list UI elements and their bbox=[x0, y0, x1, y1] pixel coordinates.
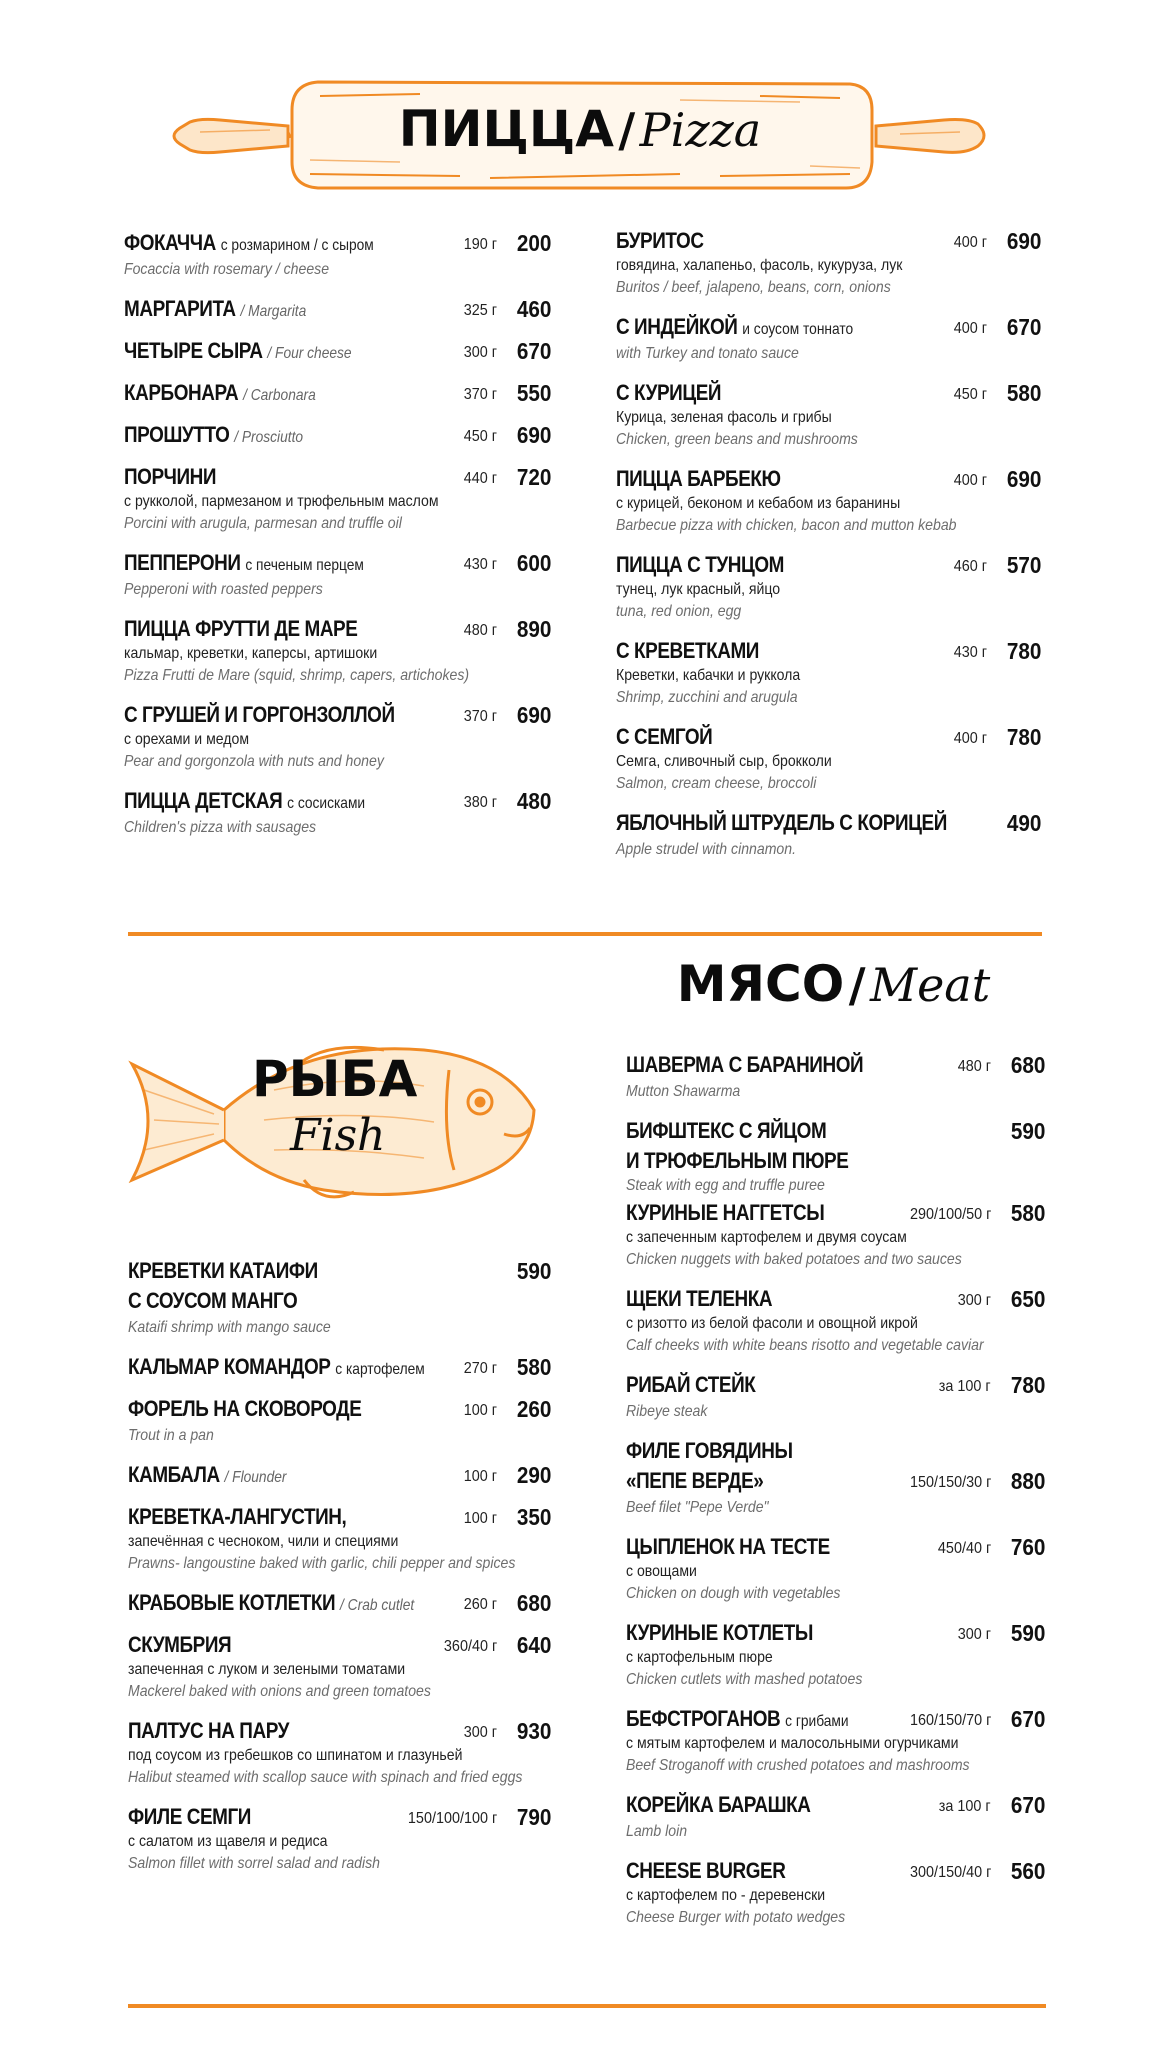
item-price: 490 bbox=[1006, 810, 1041, 836]
item-modifier: с сосисками bbox=[287, 795, 366, 812]
fish-header bbox=[124, 1030, 554, 1210]
item-weight: за 100 г bbox=[939, 1378, 991, 1395]
item-description: Курица, зеленая фасоль и грибы bbox=[616, 409, 832, 426]
item-weight: 430 г bbox=[463, 556, 497, 573]
item-weight: 300 г bbox=[957, 1626, 991, 1643]
item-price: 590 bbox=[1010, 1118, 1045, 1144]
menu-item bbox=[626, 1198, 1045, 1272]
menu-item bbox=[124, 700, 551, 774]
item-weight: 260 г bbox=[463, 1596, 497, 1613]
item-modifier: и соусом тоннато bbox=[742, 321, 854, 338]
item-name: БУРИТОС bbox=[616, 228, 704, 253]
menu-item bbox=[124, 228, 551, 282]
menu-item bbox=[616, 550, 1041, 624]
item-alt-name: / Crab cutlet bbox=[340, 1597, 415, 1614]
menu-item bbox=[626, 1370, 1045, 1424]
item-price: 580 bbox=[1006, 380, 1041, 406]
item-name: CHEESE BURGER bbox=[626, 1858, 786, 1883]
item-price: 790 bbox=[516, 1804, 551, 1830]
item-name: ПИЦЦА ФРУТТИ ДЕ МАРЕ bbox=[124, 616, 358, 641]
menu-item bbox=[128, 1802, 551, 1876]
item-weight: 450 г bbox=[463, 428, 497, 445]
item-weight: 270 г bbox=[463, 1360, 497, 1377]
item-weight: 300 г bbox=[957, 1292, 991, 1309]
item-modifier: с розмарином / с сыром bbox=[220, 237, 374, 254]
item-name-line2: И ТРЮФЕЛЬНЫМ ПЮРЕ bbox=[626, 1148, 849, 1173]
item-weight: 150/150/30 г bbox=[909, 1474, 991, 1491]
item-weight: за 100 г bbox=[939, 1798, 991, 1815]
item-weight: 370 г bbox=[463, 386, 497, 403]
item-english: Prawns- langoustine baked with garlic, chili pepper and spices bbox=[128, 1555, 516, 1572]
item-alt-name: / Margarita bbox=[240, 303, 307, 320]
item-english: Mutton Shawarma bbox=[626, 1083, 741, 1100]
item-price: 670 bbox=[1006, 314, 1041, 340]
meat-title-separator: / bbox=[848, 958, 866, 1012]
item-description: с картофелем по - деревенски bbox=[626, 1887, 826, 1904]
item-name: С ГРУШЕЙ И ГОРГОНЗОЛЛОЙ bbox=[124, 702, 395, 727]
menu-item bbox=[626, 1284, 1045, 1358]
item-description: с мятым картофелем и малосольными огурчиками bbox=[626, 1735, 959, 1752]
item-description: запечённая с чесноком, чили и специями bbox=[128, 1533, 399, 1550]
menu-item bbox=[124, 614, 551, 688]
item-english: Chicken cutlets with mashed potatoes bbox=[626, 1671, 863, 1688]
item-price: 640 bbox=[516, 1632, 551, 1658]
item-english: Lamb loin bbox=[626, 1823, 688, 1840]
item-weight: 370 г bbox=[463, 708, 497, 725]
item-weight: 300 г bbox=[463, 344, 497, 361]
item-price: 550 bbox=[516, 380, 551, 406]
item-price: 690 bbox=[516, 422, 551, 448]
item-name: КОРЕЙКА БАРАШКА bbox=[626, 1792, 811, 1817]
fish-title-ru: РЫБА bbox=[252, 1050, 418, 1108]
item-weight: 400 г bbox=[953, 472, 987, 489]
item-price: 760 bbox=[1010, 1534, 1045, 1560]
menu-item bbox=[616, 226, 1041, 300]
menu-item bbox=[128, 1394, 551, 1448]
item-price: 890 bbox=[516, 616, 551, 642]
item-english: tuna, red onion, egg bbox=[616, 603, 742, 620]
meat-title-en: Meat bbox=[869, 958, 991, 1012]
item-description: с ризотто из белой фасоли и овощной икрой bbox=[626, 1315, 918, 1332]
pizza-title-en: Pizza bbox=[639, 103, 762, 157]
item-modifier: с печеным перцем bbox=[245, 557, 364, 574]
item-english: Chicken nuggets with baked potatoes and two sauces bbox=[626, 1251, 962, 1268]
item-weight: 400 г bbox=[953, 234, 987, 251]
item-name: ПИЦЦА С ТУНЦОМ bbox=[616, 552, 784, 577]
item-weight: 380 г bbox=[463, 794, 497, 811]
item-name: С КРЕВЕТКАМИ bbox=[616, 638, 759, 663]
menu-item bbox=[626, 1618, 1045, 1692]
item-description: с орехами и медом bbox=[124, 731, 250, 748]
fish-column bbox=[128, 1256, 551, 1888]
item-name: С ИНДЕЙКОЙ bbox=[616, 314, 738, 339]
item-english: Trout in a pan bbox=[128, 1427, 214, 1444]
item-description: с запеченным картофелем и двумя соусам bbox=[626, 1229, 907, 1246]
menu-item bbox=[124, 378, 551, 408]
menu-item bbox=[128, 1716, 551, 1790]
meat-column bbox=[626, 1050, 1045, 1942]
item-name: КРЕВЕТКА-ЛАНГУСТИН, bbox=[128, 1504, 347, 1529]
menu-item bbox=[128, 1256, 551, 1340]
item-name: ПОРЧИНИ bbox=[124, 464, 217, 489]
item-weight: 300/150/40 г bbox=[909, 1864, 991, 1881]
item-name-line2: С СОУСОМ МАНГО bbox=[128, 1288, 298, 1313]
item-price: 580 bbox=[1010, 1200, 1045, 1226]
item-name: ФОКАЧЧА bbox=[124, 230, 216, 255]
item-name: МАРГАРИТА bbox=[124, 296, 236, 321]
item-price: 290 bbox=[516, 1462, 551, 1488]
item-name-line2: «ПЕПЕ ВЕРДЕ» bbox=[626, 1468, 764, 1493]
item-english: Barbecue pizza with chicken, bacon and mutton kebab bbox=[616, 517, 957, 534]
item-name: С СЕМГОЙ bbox=[616, 724, 713, 749]
menu-item bbox=[128, 1588, 551, 1618]
item-price: 680 bbox=[1010, 1052, 1045, 1078]
item-price: 350 bbox=[516, 1504, 551, 1530]
item-weight: 190 г bbox=[463, 236, 497, 253]
item-weight: 480 г bbox=[957, 1058, 991, 1075]
item-name: ШАВЕРМА С БАРАНИНОЙ bbox=[626, 1052, 864, 1077]
menu-item bbox=[626, 1790, 1045, 1844]
bottom-divider bbox=[128, 2004, 1046, 2008]
item-english: Chicken on dough with vegetables bbox=[626, 1585, 841, 1602]
item-english: Halibut steamed with scallop sauce with spinach and fried eggs bbox=[128, 1769, 523, 1786]
item-alt-name: / Prosciutto bbox=[234, 429, 304, 446]
item-english: Focaccia with rosemary / cheese bbox=[124, 261, 330, 278]
item-weight: 400 г bbox=[953, 730, 987, 747]
item-weight: 480 г bbox=[463, 622, 497, 639]
item-price: 670 bbox=[1010, 1792, 1045, 1818]
item-name: РИБАЙ СТЕЙК bbox=[626, 1372, 756, 1397]
item-price: 780 bbox=[1006, 638, 1041, 664]
item-weight: 440 г bbox=[463, 470, 497, 487]
item-name: КУРИНЫЕ НАГГЕТСЫ bbox=[626, 1200, 825, 1225]
item-price: 780 bbox=[1010, 1372, 1045, 1398]
menu-item bbox=[128, 1460, 551, 1490]
menu-item bbox=[124, 462, 551, 536]
meat-header bbox=[626, 955, 1041, 1013]
item-weight: 100 г bbox=[463, 1402, 497, 1419]
item-name: ЯБЛОЧНЫЙ ШТРУДЕЛЬ С КОРИЦЕЙ bbox=[616, 810, 947, 835]
item-english: Ribeye steak bbox=[626, 1403, 708, 1420]
menu-item bbox=[616, 808, 1041, 862]
menu-item bbox=[626, 1532, 1045, 1606]
item-price: 570 bbox=[1006, 552, 1041, 578]
item-weight: 100 г bbox=[463, 1468, 497, 1485]
menu-item bbox=[124, 786, 551, 840]
menu-item bbox=[616, 464, 1041, 538]
item-description: говядина, халапеньо, фасоль, кукуруза, лук bbox=[616, 257, 903, 274]
item-english: Pepperoni with roasted peppers bbox=[124, 581, 323, 598]
item-english: Buritos / beef, jalapeno, beans, corn, onions bbox=[616, 279, 891, 296]
item-name: СКУМБРИЯ bbox=[128, 1632, 232, 1657]
item-price: 670 bbox=[516, 338, 551, 364]
item-description: с курицей, беконом и кебабом из баранины bbox=[616, 495, 901, 512]
item-price: 580 bbox=[516, 1354, 551, 1380]
pizza-title-separator: / bbox=[618, 103, 636, 157]
item-description: под соусом из гребешков со шпинатом и глазуньей bbox=[128, 1747, 463, 1764]
item-weight: 400 г bbox=[953, 320, 987, 337]
item-english: Salmon fillet with sorrel salad and radish bbox=[128, 1855, 380, 1872]
item-english: Calf cheeks with white beans risotto and vegetable caviar bbox=[626, 1337, 984, 1354]
item-english: Beef filet "Pepe Verde" bbox=[626, 1499, 769, 1516]
menu-item bbox=[626, 1856, 1045, 1930]
item-price: 720 bbox=[516, 464, 551, 490]
item-price: 600 bbox=[516, 550, 551, 576]
item-name: КРАБОВЫЕ КОТЛЕТКИ bbox=[128, 1590, 336, 1615]
item-name: КАМБАЛА bbox=[128, 1462, 220, 1487]
item-modifier: с картофелем bbox=[335, 1361, 425, 1378]
item-weight: 300 г bbox=[463, 1724, 497, 1741]
item-name: ПАЛТУС НА ПАРУ bbox=[128, 1718, 289, 1743]
item-price: 480 bbox=[516, 788, 551, 814]
pizza-left-column bbox=[124, 228, 551, 852]
item-weight: 100 г bbox=[463, 1510, 497, 1527]
pizza-title-ru: ПИЦЦА bbox=[398, 100, 614, 158]
menu-item bbox=[128, 1630, 551, 1704]
item-name: БЕФСТРОГАНОВ bbox=[626, 1706, 781, 1731]
item-weight: 450/40 г bbox=[937, 1540, 991, 1557]
item-name: ФИЛЕ СЕМГИ bbox=[128, 1804, 251, 1829]
item-price: 680 bbox=[516, 1590, 551, 1616]
item-english: Salmon, cream cheese, broccoli bbox=[616, 775, 817, 792]
item-name: ПИЦЦА ДЕТСКАЯ bbox=[124, 788, 283, 813]
item-description: тунец, лук красный, яйцо bbox=[616, 581, 781, 598]
item-english: Beef Stroganoff with crushed potatoes and mashrooms bbox=[626, 1757, 970, 1774]
item-alt-name: / Four cheese bbox=[267, 345, 352, 362]
item-english: Children's pizza with sausages bbox=[124, 819, 317, 836]
item-name: ПРОШУТТО bbox=[124, 422, 230, 447]
item-price: 690 bbox=[1006, 466, 1041, 492]
item-weight: 450 г bbox=[953, 386, 987, 403]
menu-item bbox=[124, 420, 551, 450]
menu-item bbox=[124, 294, 551, 324]
item-price: 670 bbox=[1010, 1706, 1045, 1732]
item-price: 560 bbox=[1010, 1858, 1045, 1884]
item-name: ФИЛЕ ГОВЯДИНЫ bbox=[626, 1438, 793, 1463]
item-price: 650 bbox=[1010, 1286, 1045, 1312]
pizza-right-column bbox=[616, 226, 1041, 874]
item-name: КАРБОНАРА bbox=[124, 380, 239, 405]
item-name: ЧЕТЫРЕ СЫРА bbox=[124, 338, 263, 363]
item-description: с салатом из щавеля и редиса bbox=[128, 1833, 328, 1850]
item-price: 880 bbox=[1010, 1468, 1045, 1494]
item-price: 260 bbox=[516, 1396, 551, 1422]
item-name: С КУРИЦЕЙ bbox=[616, 380, 722, 405]
menu-item bbox=[128, 1352, 551, 1382]
item-alt-name: / Flounder bbox=[224, 1469, 287, 1486]
item-english: Kataifi shrimp with mango sauce bbox=[128, 1319, 331, 1336]
item-name: ПИЦЦА БАРБЕКЮ bbox=[616, 466, 781, 491]
item-english: Pizza Frutti de Mare (squid, shrimp, capers, artichokes) bbox=[124, 667, 470, 684]
item-price: 460 bbox=[516, 296, 551, 322]
item-price: 690 bbox=[516, 702, 551, 728]
item-english: Porcini with arugula, parmesan and truffle oil bbox=[124, 515, 402, 532]
item-english: with Turkey and tonato sauce bbox=[616, 345, 799, 362]
item-price: 930 bbox=[516, 1718, 551, 1744]
item-price: 780 bbox=[1006, 724, 1041, 750]
meat-title-ru: МЯСО bbox=[676, 955, 845, 1013]
item-price: 590 bbox=[1010, 1620, 1045, 1646]
item-weight: 430 г bbox=[953, 644, 987, 661]
menu-item bbox=[124, 548, 551, 602]
item-name: КАЛЬМАР КОМАНДОР bbox=[128, 1354, 331, 1379]
item-description: с картофельным пюре bbox=[626, 1649, 773, 1666]
item-weight: 160/150/70 г bbox=[909, 1712, 991, 1729]
menu-item bbox=[626, 1116, 1045, 1196]
item-weight: 290/100/50 г bbox=[909, 1206, 991, 1223]
item-english: Cheese Burger with potato wedges bbox=[626, 1909, 846, 1926]
menu-item bbox=[616, 636, 1041, 710]
item-english: Steak with egg and truffle puree bbox=[626, 1177, 825, 1194]
item-english: Chicken, green beans and mushrooms bbox=[616, 431, 858, 448]
item-english: Mackerel baked with onions and green tomatoes bbox=[128, 1683, 431, 1700]
item-price: 590 bbox=[516, 1258, 551, 1284]
menu-item bbox=[616, 378, 1041, 452]
menu-item bbox=[124, 336, 551, 366]
item-description: Семга, сливочный сыр, брокколи bbox=[616, 753, 832, 770]
item-english: Pear and gorgonzola with nuts and honey bbox=[124, 753, 384, 770]
pizza-header bbox=[160, 70, 1000, 200]
menu-item bbox=[128, 1502, 551, 1576]
item-description: с овощами bbox=[626, 1563, 697, 1580]
item-weight: 325 г bbox=[463, 302, 497, 319]
item-weight: 150/100/100 г bbox=[407, 1810, 497, 1827]
menu-item bbox=[626, 1704, 1045, 1778]
fish-title-en: Fish bbox=[290, 1110, 386, 1161]
item-description: кальмар, креветки, каперсы, артишоки bbox=[124, 645, 378, 662]
menu-item bbox=[626, 1436, 1045, 1520]
item-name: КРЕВЕТКИ КАТАИФИ bbox=[128, 1258, 318, 1283]
item-english: Apple strudel with cinnamon. bbox=[616, 841, 797, 858]
item-description: запеченная с луком и зелеными томатами bbox=[128, 1661, 406, 1678]
item-description: Креветки, кабачки и руккола bbox=[616, 667, 801, 684]
item-description: с рукколой, пармезаном и трюфельным маслом bbox=[124, 493, 439, 510]
item-alt-name: / Carbonara bbox=[243, 387, 316, 404]
menu-item bbox=[626, 1050, 1045, 1104]
item-name: БИФШТЕКС С ЯЙЦОМ bbox=[626, 1118, 827, 1143]
item-english: Shrimp, zucchini and arugula bbox=[616, 689, 798, 706]
item-name: ЩЕКИ ТЕЛЕНКА bbox=[626, 1286, 773, 1311]
menu-item bbox=[616, 312, 1041, 366]
item-modifier: с грибами bbox=[785, 1713, 849, 1730]
section-divider bbox=[128, 932, 1042, 936]
item-name: ПЕППЕРОНИ bbox=[124, 550, 241, 575]
menu-item bbox=[616, 722, 1041, 796]
item-name: ЦЫПЛЕНОК НА ТЕСТЕ bbox=[626, 1534, 830, 1559]
item-price: 200 bbox=[516, 230, 551, 256]
item-name: КУРИНЫЕ КОТЛЕТЫ bbox=[626, 1620, 813, 1645]
item-weight: 460 г bbox=[953, 558, 987, 575]
item-name: ФОРЕЛЬ НА СКОВОРОДЕ bbox=[128, 1396, 362, 1421]
item-weight: 360/40 г bbox=[443, 1638, 497, 1655]
item-price: 690 bbox=[1006, 228, 1041, 254]
